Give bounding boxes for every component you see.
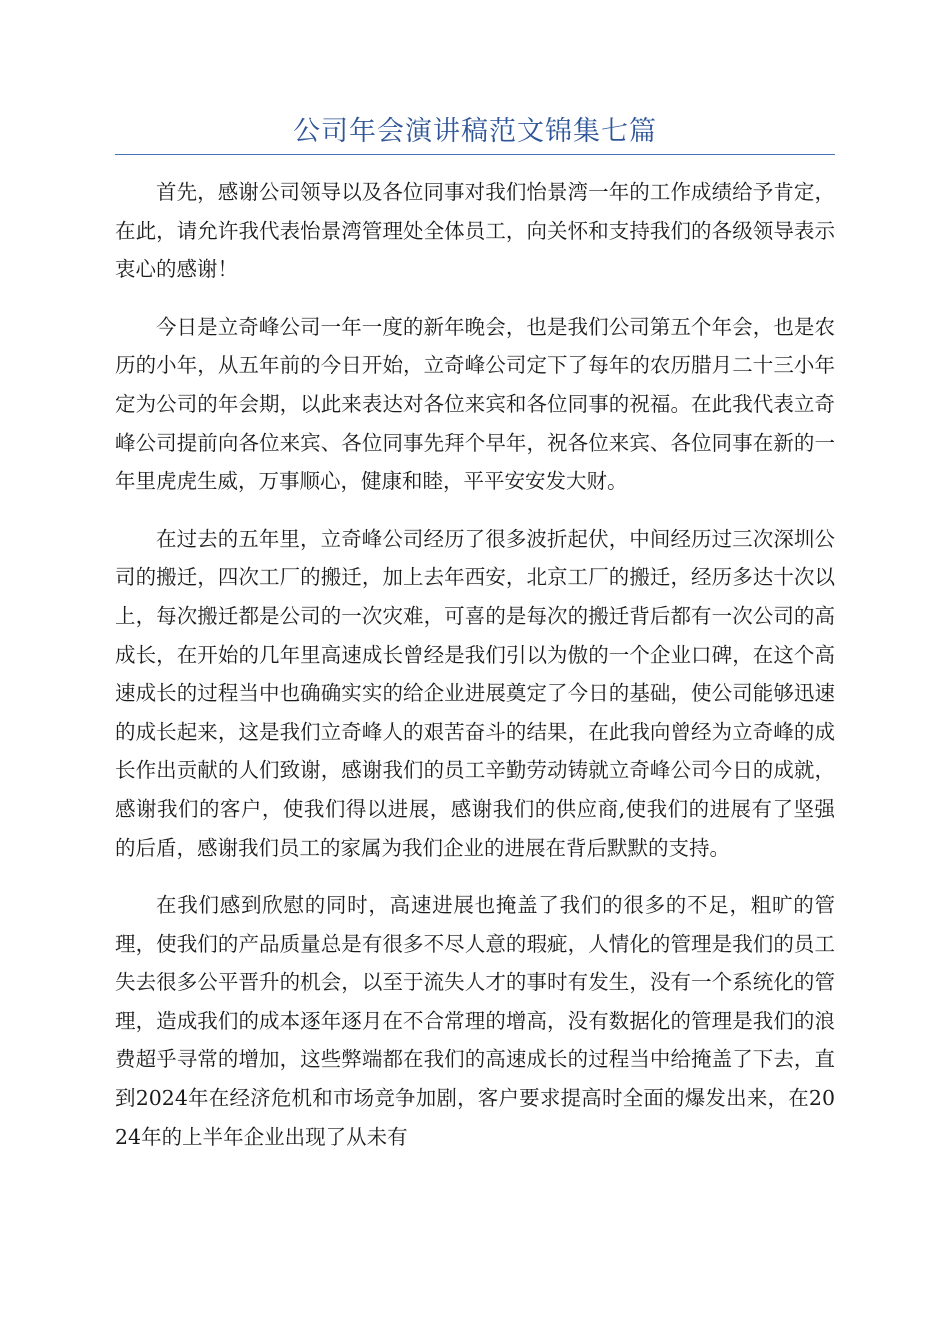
document-body <box>115 173 835 1175</box>
paragraph: 在我们感到欣慰的同时，高速进展也掩盖了我们的很多的不足，粗旷的管理，使我们的产品质量总是有很多不尽人意的瑕疵，人情化的管理是我们的员工失去很多公平晋升的机会，以至于流失人才的事时有发生，没有一个系统化的管理，造成我们的成本逐年逐月在不合常理的增高，没有数据化的管理是我们的浪费超乎寻常的增加，这些弊端都在我们的高速成长的过程当中给掩盖了下去，直到2024年在经济危机和市场竞争加剧，客户要求提高时全面的爆发出来，在2024年的上半年企业出现了从未有 <box>115 893 835 1149</box>
paragraph: 今日是立奇峰公司一年一度的新年晚会，也是我们公司第五个年会，也是农历的小年，从五年前的今日开始，立奇峰公司定下了每年的农历腊月二十三小年定为公司的年会期，以此来表达对各位来宾和各位同事的祝福。在此我代表立奇峰公司提前向各位来宾、各位同事先拜个早年，祝各位来宾、各位同事在新的一年里虎虎生威，万事顺心，健康和睦，平平安安发大财。 <box>115 314 835 494</box>
document-title: 公司年会演讲稿范文锦集七篇 <box>293 116 657 147</box>
title-underline <box>115 154 835 155</box>
paragraph: 在过去的五年里，立奇峰公司经历了很多波折起伏，中间经历过三次深圳公司的搬迁，四次工厂的搬迁，加上去年西安，北京工厂的搬迁，经历多达十次以上，每次搬迁都是公司的一次灾难，可喜的是每次的搬迁背后都有一次公司的高成长，在开始的几年里高速成长曾经是我们引以为傲的一个企业口碑，在这个高速成长的过程当中也确确实实的给企业进展奠定了今日的基础，使公司能够迅速的成长起来，这是我们立奇峰人的艰苦奋斗的结果，在此我向曾经为立奇峰的成长作出贡献的人们致谢，感谢我们的员工辛勤劳动铸就立奇峰公司今日的成就，感谢我们的客户，使我们得以进展，感谢我们的供应商,使我们的进展有了坚强的后盾，感谢我们员工的家属为我们企业的进展在背后默默的支持。 <box>115 526 835 860</box>
paragraph: 首先，感谢公司领导以及各位同事对我们怡景湾一年的工作成绩给予肯定，在此，请允许我代表怡景湾管理处全体员工，向关怀和支持我们的各级领导表示衷心的感谢！ <box>115 180 835 282</box>
